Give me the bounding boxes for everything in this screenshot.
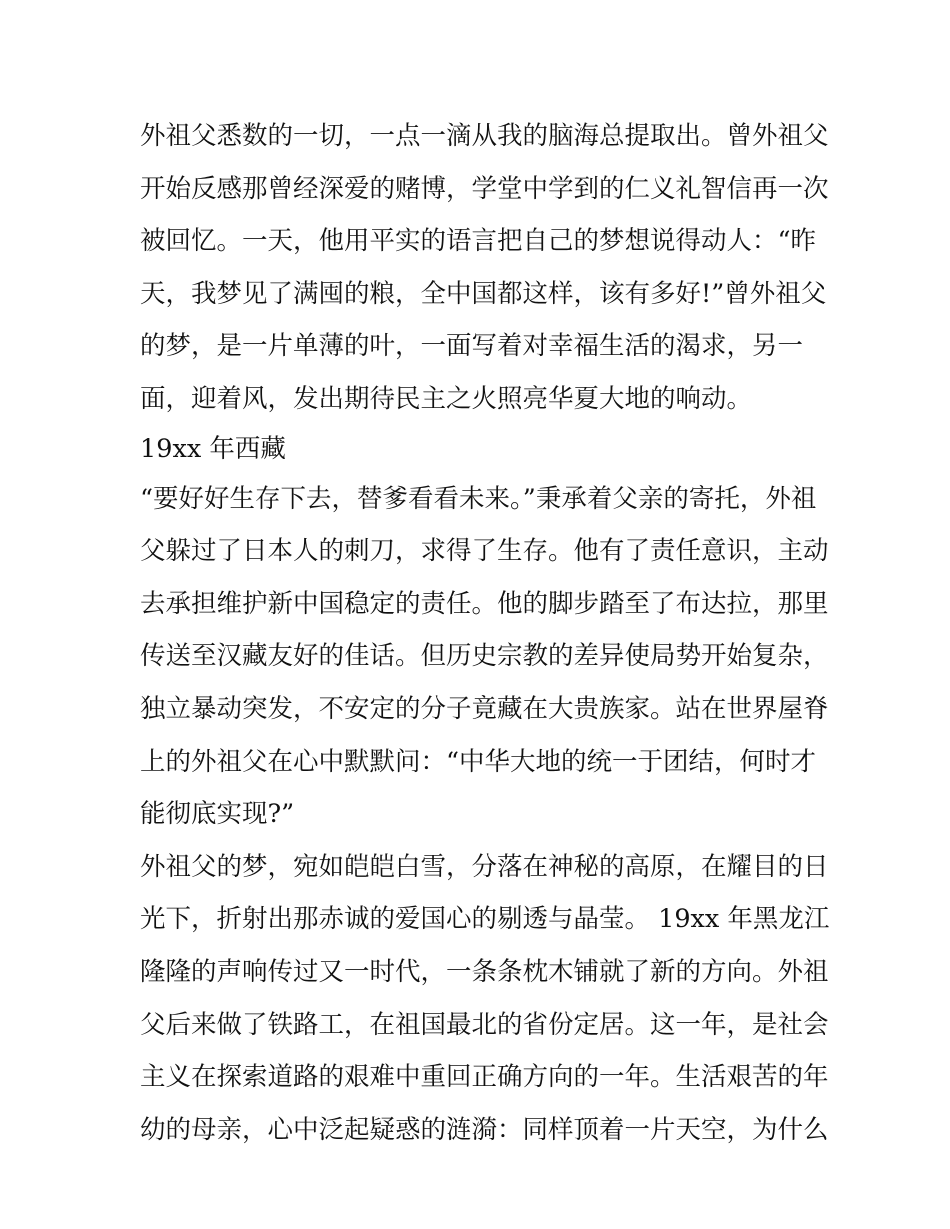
text-line: 父后来做了铁路工，在祖国最北的省份定居。这一年，是社会 <box>140 1009 829 1040</box>
text-line: 外祖父的梦，宛如皑皑白雪，分落在神秘的高原，在耀目的日 <box>140 851 829 882</box>
text-line: 被回忆。一天，他用平实的语言把自己的梦想说得动人：“昨 <box>140 226 817 257</box>
text-line: 的梦，是一片单薄的叶，一面写着对幸福生活的渴求，另一 <box>140 331 804 362</box>
text-line: 开始反感那曾经深爱的赌博，学堂中学到的仁义礼智信再一次 <box>140 173 829 204</box>
text-line: 面，迎着风，发出期待民主之火照亮华夏大地的响动。 <box>140 383 753 414</box>
section-heading-tibet: 19xx 年西藏 <box>140 433 286 464</box>
text-line: 父躲过了日本人的刺刀，求得了生存。他有了责任意识，主动 <box>140 536 829 567</box>
text-line: 天，我梦见了满囤的粮，全中国都这样，该有多好!”曾外祖父 <box>140 278 827 309</box>
text-line: 独立暴动突发，不安定的分子竟藏在大贵族家。站在世界屋脊 <box>140 693 829 724</box>
text-line: 主义在探索道路的艰难中重回正确方向的一年。生活艰苦的年 <box>140 1062 829 1093</box>
text-line: “要好好生存下去，替爹看看未来。”秉承着父亲的寄托，外祖 <box>140 483 817 514</box>
text-line: 上的外祖父在心中默默问：“中华大地的统一于团结，何时才 <box>140 746 817 777</box>
text-line: 传送至汉藏友好的佳话。但历史宗教的差异使局势开始复杂， <box>140 641 829 672</box>
body-text <box>140 110 830 1156</box>
text-line: 能彻底实现?” <box>140 799 295 830</box>
text-line: 去承担维护新中国稳定的责任。他的脚步踏至了布达拉，那里 <box>140 588 829 619</box>
text-line: 外祖父悉数的一切，一点一滴从我的脑海总提取出。曾外祖父 <box>140 121 829 151</box>
text-line: 光下，折射出那赤诚的爱国心的剔透与晶莹。 19xx 年黑龙江 <box>140 904 830 935</box>
text-line: 幼的母亲，心中泛起疑惑的涟漪：同样顶着一片天空，为什么 <box>140 1114 829 1145</box>
text-line: 隆隆的声响传过又一时代，一条条枕木铺就了新的方向。外祖 <box>140 956 829 987</box>
